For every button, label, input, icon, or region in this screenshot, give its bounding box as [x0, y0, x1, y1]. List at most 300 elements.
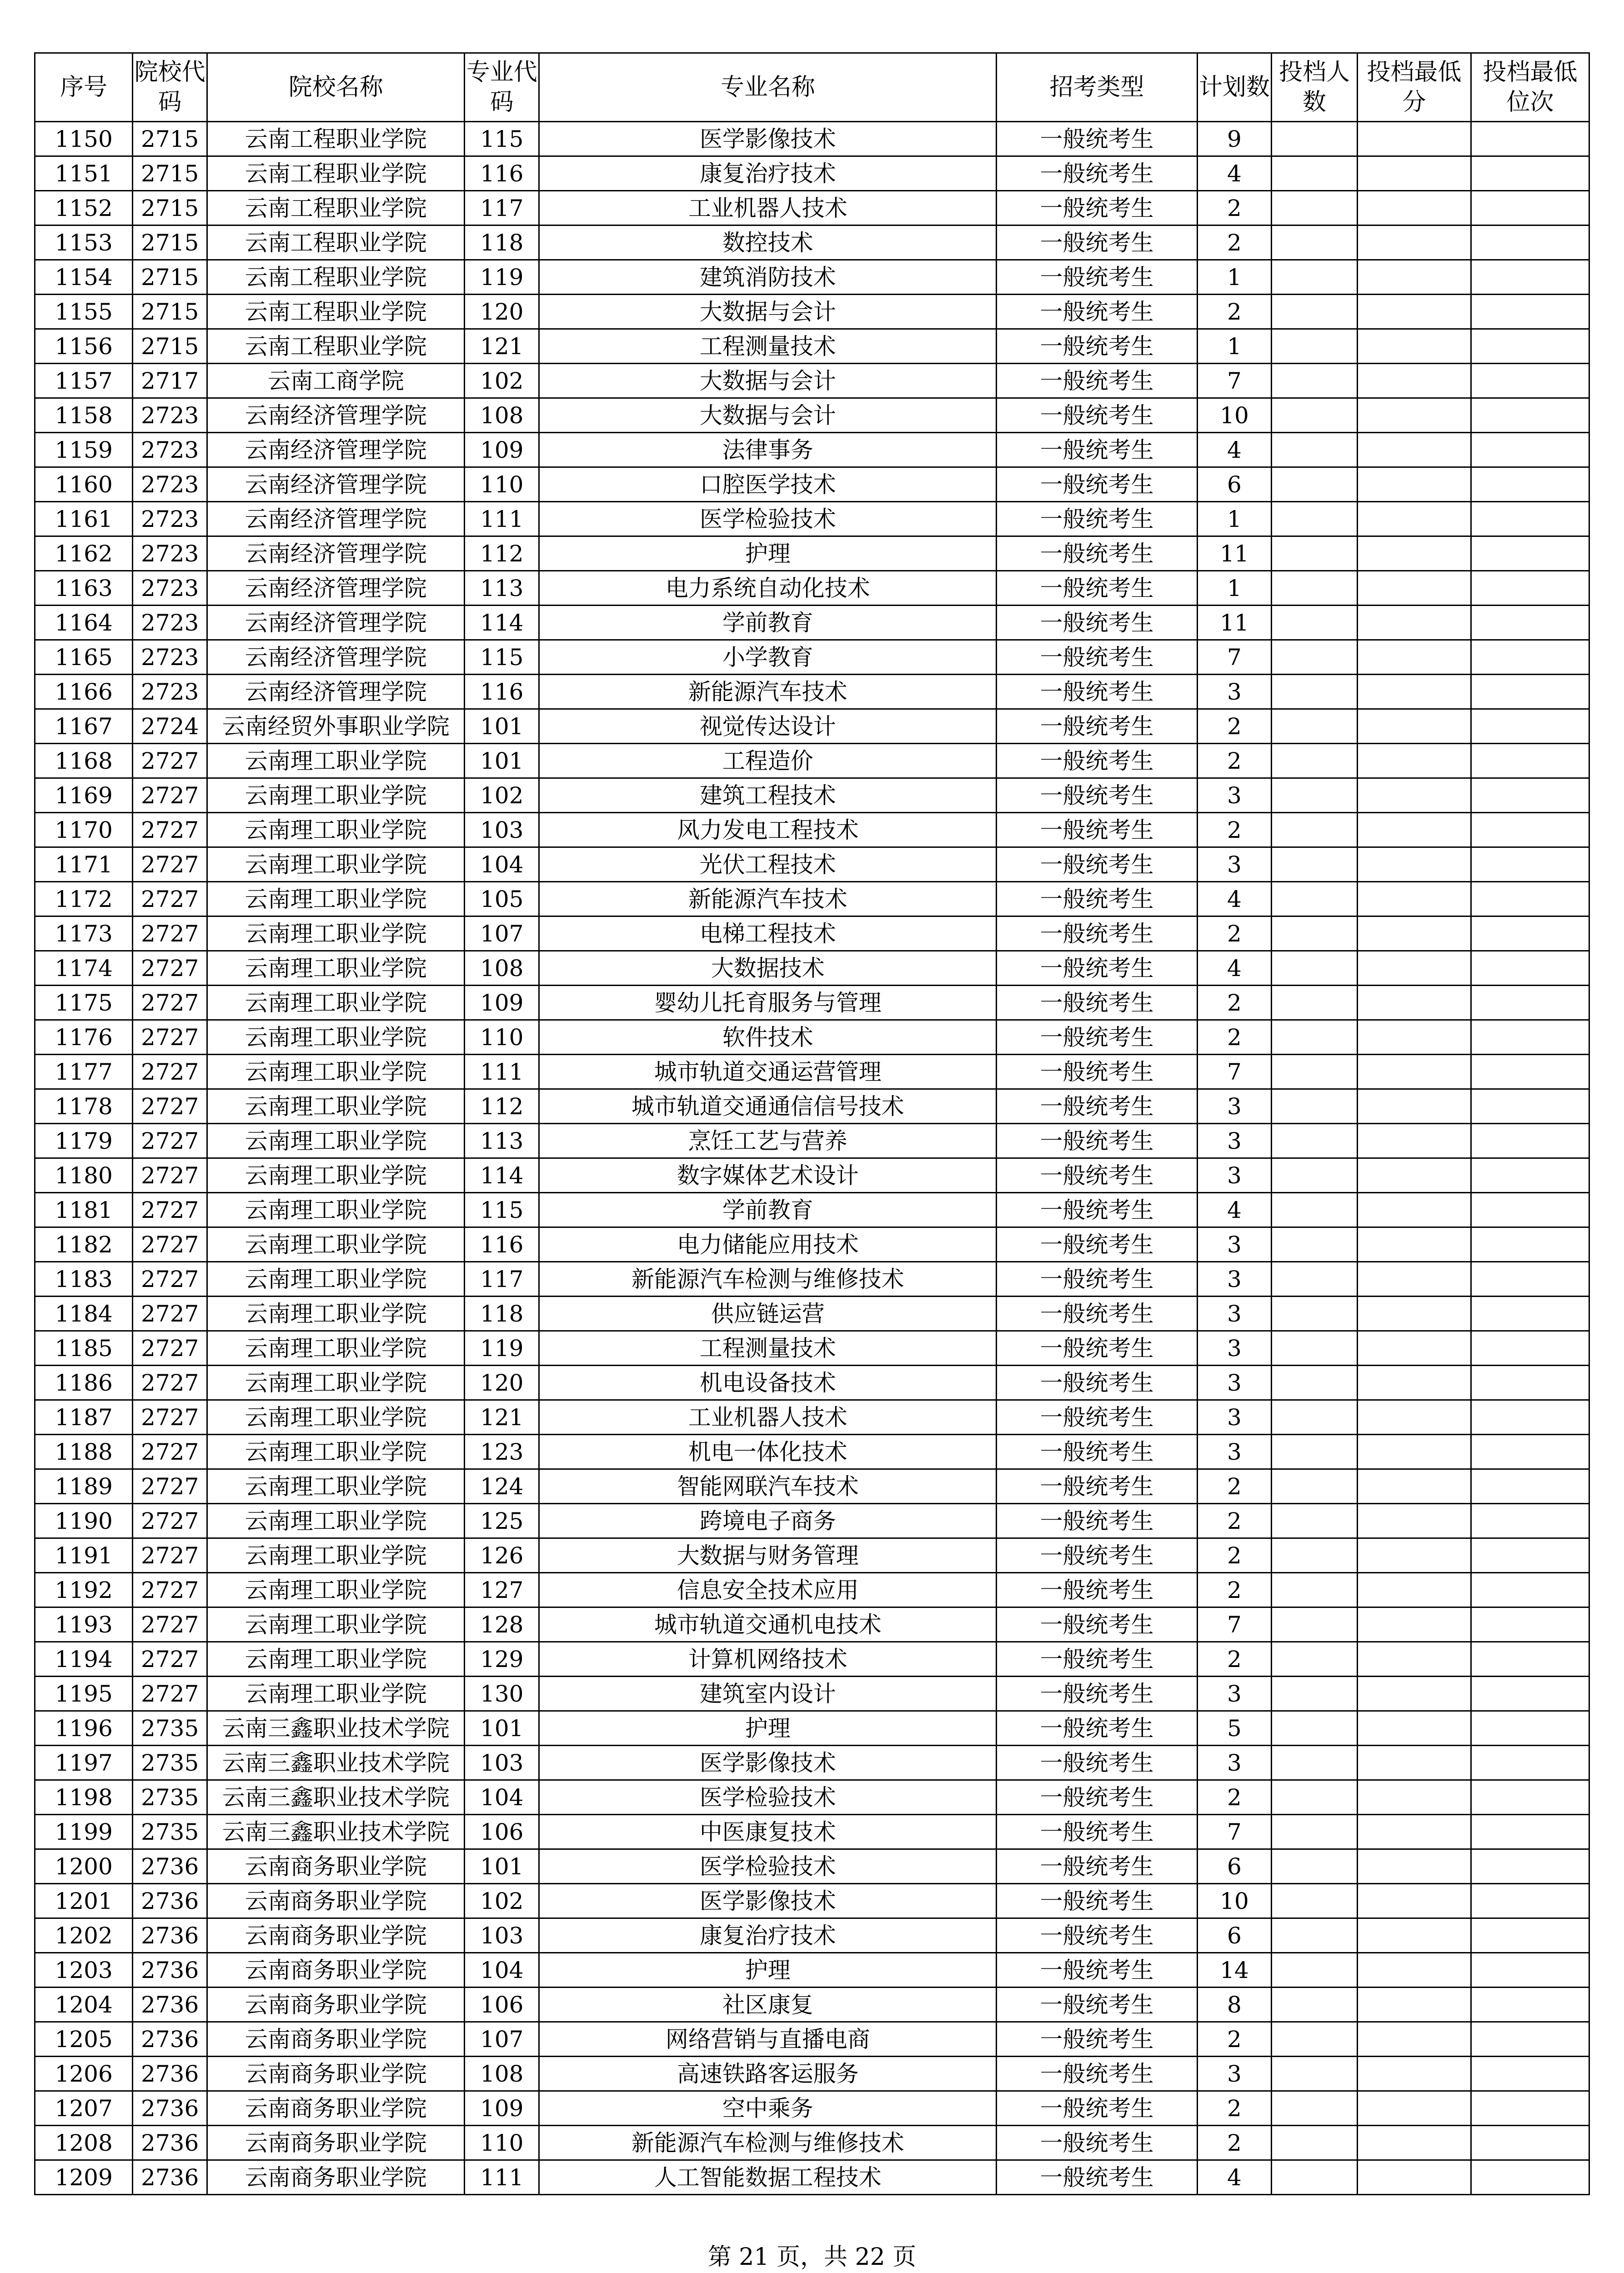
cell-min-score — [1357, 882, 1471, 916]
cell-major-code: 113 — [465, 1124, 539, 1158]
cell-major-code: 124 — [465, 1469, 539, 1504]
cell-school-name: 云南商务职业学院 — [207, 1918, 465, 1953]
cell-major-code: 103 — [465, 1746, 539, 1780]
cell-min-rank — [1471, 1780, 1589, 1815]
cell-major-name: 机电一体化技术 — [539, 1435, 997, 1469]
cell-exam-type: 一般统考生 — [997, 640, 1197, 675]
cell-school-code: 2735 — [133, 1711, 207, 1746]
cell-school-code: 2736 — [133, 1953, 207, 1988]
cell-exam-type: 一般统考生 — [997, 1089, 1197, 1124]
cell-min-score — [1357, 2091, 1471, 2126]
cell-min-score — [1357, 571, 1471, 606]
cell-school-name: 云南理工职业学院 — [207, 744, 465, 778]
table-row — [35, 1262, 1589, 1297]
cell-plan-count: 5 — [1197, 1711, 1272, 1746]
cell-school-code: 2727 — [133, 744, 207, 778]
cell-school-name: 云南理工职业学院 — [207, 813, 465, 847]
cell-exam-type: 一般统考生 — [997, 1366, 1197, 1400]
cell-plan-count: 11 — [1197, 606, 1272, 640]
cell-major-name: 护理 — [539, 1953, 997, 1988]
cell-major-code: 108 — [465, 398, 539, 433]
cell-min-rank — [1471, 1538, 1589, 1573]
cell-major-code: 120 — [465, 1366, 539, 1400]
cell-min-rank — [1471, 1055, 1589, 1089]
cell-plan-count: 10 — [1197, 398, 1272, 433]
cell-plan-count: 6 — [1197, 1849, 1272, 1884]
cell-school-code: 2736 — [133, 1988, 207, 2022]
cell-exam-type: 一般统考生 — [997, 1262, 1197, 1297]
cell-min-rank — [1471, 675, 1589, 709]
cell-plan-count: 2 — [1197, 1538, 1272, 1573]
cell-exam-type: 一般统考生 — [997, 398, 1197, 433]
cell-exam-type: 一般统考生 — [997, 986, 1197, 1020]
cell-major-name: 电力储能应用技术 — [539, 1227, 997, 1262]
cell-major-name: 计算机网络技术 — [539, 1642, 997, 1677]
cell-major-name: 城市轨道交通机电技术 — [539, 1607, 997, 1642]
cell-filed-count — [1272, 1677, 1357, 1711]
cell-school-code: 2727 — [133, 1227, 207, 1262]
cell-min-score — [1357, 1573, 1471, 1607]
cell-filed-count — [1272, 916, 1357, 951]
cell-school-code: 2715 — [133, 329, 207, 364]
cell-major-code: 119 — [465, 260, 539, 295]
cell-major-code: 118 — [465, 1297, 539, 1331]
cell-school-name: 云南三鑫职业技术学院 — [207, 1711, 465, 1746]
cell-school-code: 2735 — [133, 1746, 207, 1780]
cell-major-code: 115 — [465, 1193, 539, 1227]
cell-seq: 1191 — [35, 1538, 133, 1573]
cell-min-score — [1357, 502, 1471, 536]
cell-min-score — [1357, 778, 1471, 813]
cell-seq: 1196 — [35, 1711, 133, 1746]
cell-min-score — [1357, 1089, 1471, 1124]
cell-exam-type: 一般统考生 — [997, 1435, 1197, 1469]
cell-seq: 1179 — [35, 1124, 133, 1158]
cell-school-name: 云南经济管理学院 — [207, 536, 465, 571]
cell-school-name: 云南经济管理学院 — [207, 467, 465, 502]
cell-min-rank — [1471, 778, 1589, 813]
cell-plan-count: 3 — [1197, 1227, 1272, 1262]
cell-school-name: 云南理工职业学院 — [207, 778, 465, 813]
cell-min-rank — [1471, 744, 1589, 778]
cell-major-code: 117 — [465, 191, 539, 225]
cell-filed-count — [1272, 1020, 1357, 1055]
cell-seq: 1166 — [35, 675, 133, 709]
cell-school-name: 云南工程职业学院 — [207, 122, 465, 156]
cell-seq: 1205 — [35, 2022, 133, 2057]
cell-seq: 1163 — [35, 571, 133, 606]
cell-major-name: 学前教育 — [539, 1193, 997, 1227]
cell-exam-type: 一般统考生 — [997, 295, 1197, 329]
cell-min-rank — [1471, 2022, 1589, 2057]
cell-plan-count: 9 — [1197, 122, 1272, 156]
cell-min-score — [1357, 536, 1471, 571]
cell-filed-count — [1272, 1469, 1357, 1504]
cell-school-code: 2723 — [133, 398, 207, 433]
cell-filed-count — [1272, 122, 1357, 156]
cell-seq: 1177 — [35, 1055, 133, 1089]
cell-school-code: 2727 — [133, 1677, 207, 1711]
cell-plan-count: 7 — [1197, 364, 1272, 398]
cell-major-name: 光伏工程技术 — [539, 847, 997, 882]
cell-plan-count: 2 — [1197, 1020, 1272, 1055]
cell-seq: 1193 — [35, 1607, 133, 1642]
cell-min-score — [1357, 986, 1471, 1020]
cell-major-name: 工程造价 — [539, 744, 997, 778]
cell-major-name: 康复治疗技术 — [539, 1918, 997, 1953]
cell-school-code: 2715 — [133, 260, 207, 295]
cell-plan-count: 3 — [1197, 1262, 1272, 1297]
cell-plan-count: 2 — [1197, 1469, 1272, 1504]
cell-major-name: 风力发电工程技术 — [539, 813, 997, 847]
cell-major-name: 视觉传达设计 — [539, 709, 997, 744]
table-row — [35, 2126, 1589, 2160]
cell-school-name: 云南三鑫职业技术学院 — [207, 1815, 465, 1849]
cell-min-score — [1357, 1677, 1471, 1711]
cell-major-code: 109 — [465, 2091, 539, 2126]
cell-seq: 1194 — [35, 1642, 133, 1677]
cell-min-score — [1357, 916, 1471, 951]
cell-major-name: 小学教育 — [539, 640, 997, 675]
cell-major-name: 社区康复 — [539, 1988, 997, 2022]
cell-exam-type: 一般统考生 — [997, 951, 1197, 986]
cell-major-code: 106 — [465, 1815, 539, 1849]
cell-major-name: 学前教育 — [539, 606, 997, 640]
cell-seq: 1174 — [35, 951, 133, 986]
cell-seq: 1154 — [35, 260, 133, 295]
cell-min-score — [1357, 1607, 1471, 1642]
cell-min-score — [1357, 640, 1471, 675]
cell-school-name: 云南经济管理学院 — [207, 502, 465, 536]
cell-min-score — [1357, 1055, 1471, 1089]
cell-school-name: 云南理工职业学院 — [207, 1538, 465, 1573]
cell-major-name: 婴幼儿托育服务与管理 — [539, 986, 997, 1020]
cell-exam-type: 一般统考生 — [997, 467, 1197, 502]
cell-filed-count — [1272, 882, 1357, 916]
cell-school-code: 2715 — [133, 156, 207, 191]
cell-major-code: 111 — [465, 2160, 539, 2195]
cell-seq: 1182 — [35, 1227, 133, 1262]
cell-min-rank — [1471, 2160, 1589, 2195]
cell-filed-count — [1272, 2160, 1357, 2195]
cell-min-rank — [1471, 847, 1589, 882]
cell-plan-count: 2 — [1197, 2091, 1272, 2126]
cell-filed-count — [1272, 1711, 1357, 1746]
cell-exam-type: 一般统考生 — [997, 1297, 1197, 1331]
cell-school-name: 云南经济管理学院 — [207, 640, 465, 675]
cell-plan-count: 3 — [1197, 1331, 1272, 1366]
cell-school-code: 2736 — [133, 2126, 207, 2160]
cell-major-name: 跨境电子商务 — [539, 1504, 997, 1538]
cell-filed-count — [1272, 1538, 1357, 1573]
cell-min-rank — [1471, 502, 1589, 536]
cell-exam-type: 一般统考生 — [997, 2160, 1197, 2195]
cell-major-name: 空中乘务 — [539, 2091, 997, 2126]
cell-school-code: 2723 — [133, 606, 207, 640]
column-header-exam-type: 招考类型 — [997, 53, 1197, 122]
cell-seq: 1155 — [35, 295, 133, 329]
cell-plan-count: 7 — [1197, 1815, 1272, 1849]
table-row — [35, 1297, 1589, 1331]
cell-school-code: 2727 — [133, 1331, 207, 1366]
cell-plan-count: 2 — [1197, 295, 1272, 329]
table-row — [35, 1158, 1589, 1193]
cell-seq: 1201 — [35, 1884, 133, 1918]
cell-filed-count — [1272, 536, 1357, 571]
table-row — [35, 2160, 1589, 2195]
cell-filed-count — [1272, 675, 1357, 709]
cell-major-code: 102 — [465, 778, 539, 813]
cell-major-code: 105 — [465, 882, 539, 916]
cell-min-rank — [1471, 1400, 1589, 1435]
cell-major-name: 工程测量技术 — [539, 1331, 997, 1366]
cell-exam-type: 一般统考生 — [997, 1331, 1197, 1366]
cell-school-code: 2727 — [133, 1262, 207, 1297]
cell-min-rank — [1471, 260, 1589, 295]
cell-exam-type: 一般统考生 — [997, 1227, 1197, 1262]
cell-major-code: 109 — [465, 986, 539, 1020]
cell-exam-type: 一般统考生 — [997, 1538, 1197, 1573]
table-row — [35, 1538, 1589, 1573]
cell-min-rank — [1471, 813, 1589, 847]
cell-school-code: 2727 — [133, 1366, 207, 1400]
cell-school-name: 云南理工职业学院 — [207, 1297, 465, 1331]
cell-min-rank — [1471, 640, 1589, 675]
cell-seq: 1180 — [35, 1158, 133, 1193]
cell-min-rank — [1471, 1297, 1589, 1331]
cell-major-code: 112 — [465, 536, 539, 571]
cell-plan-count: 4 — [1197, 1193, 1272, 1227]
table-row — [35, 951, 1589, 986]
cell-min-score — [1357, 1297, 1471, 1331]
cell-seq: 1202 — [35, 1918, 133, 1953]
cell-major-name: 医学影像技术 — [539, 1746, 997, 1780]
table-row — [35, 1573, 1589, 1607]
table-row — [35, 1953, 1589, 1988]
cell-seq: 1187 — [35, 1400, 133, 1435]
cell-major-code: 103 — [465, 1918, 539, 1953]
cell-school-name: 云南经济管理学院 — [207, 398, 465, 433]
cell-exam-type: 一般统考生 — [997, 1642, 1197, 1677]
cell-major-name: 电力系统自动化技术 — [539, 571, 997, 606]
cell-school-name: 云南工程职业学院 — [207, 260, 465, 295]
cell-major-code: 104 — [465, 847, 539, 882]
cell-major-name: 大数据与财务管理 — [539, 1538, 997, 1573]
cell-school-name: 云南理工职业学院 — [207, 1193, 465, 1227]
cell-major-name: 新能源汽车检测与维修技术 — [539, 2126, 997, 2160]
cell-plan-count: 4 — [1197, 951, 1272, 986]
cell-min-score — [1357, 1988, 1471, 2022]
cell-exam-type: 一般统考生 — [997, 1469, 1197, 1504]
cell-filed-count — [1272, 1124, 1357, 1158]
cell-min-score — [1357, 225, 1471, 260]
cell-school-name: 云南三鑫职业技术学院 — [207, 1780, 465, 1815]
cell-seq: 1153 — [35, 225, 133, 260]
cell-plan-count: 3 — [1197, 1089, 1272, 1124]
table-row — [35, 1918, 1589, 1953]
cell-exam-type: 一般统考生 — [997, 2057, 1197, 2091]
cell-plan-count: 2 — [1197, 2126, 1272, 2160]
cell-school-code: 2727 — [133, 882, 207, 916]
cell-school-name: 云南理工职业学院 — [207, 1366, 465, 1400]
cell-plan-count: 3 — [1197, 1124, 1272, 1158]
cell-school-name: 云南商务职业学院 — [207, 1884, 465, 1918]
table-row — [35, 295, 1589, 329]
cell-seq: 1178 — [35, 1089, 133, 1124]
cell-filed-count — [1272, 1227, 1357, 1262]
table-row — [35, 744, 1589, 778]
cell-min-rank — [1471, 191, 1589, 225]
cell-seq: 1151 — [35, 156, 133, 191]
cell-school-code: 2727 — [133, 1573, 207, 1607]
cell-filed-count — [1272, 1780, 1357, 1815]
cell-school-code: 2727 — [133, 1020, 207, 1055]
cell-min-score — [1357, 709, 1471, 744]
cell-filed-count — [1272, 847, 1357, 882]
cell-major-code: 110 — [465, 467, 539, 502]
cell-min-score — [1357, 191, 1471, 225]
cell-plan-count: 8 — [1197, 1988, 1272, 2022]
cell-filed-count — [1272, 640, 1357, 675]
cell-plan-count: 3 — [1197, 1297, 1272, 1331]
table-row — [35, 1055, 1589, 1089]
cell-school-name: 云南经贸外事职业学院 — [207, 709, 465, 744]
cell-min-rank — [1471, 951, 1589, 986]
cell-major-name: 医学检验技术 — [539, 1849, 997, 1884]
cell-school-code: 2727 — [133, 1124, 207, 1158]
cell-school-name: 云南理工职业学院 — [207, 1158, 465, 1193]
cell-min-score — [1357, 606, 1471, 640]
cell-major-code: 101 — [465, 744, 539, 778]
cell-seq: 1159 — [35, 433, 133, 467]
cell-seq: 1164 — [35, 606, 133, 640]
cell-major-code: 104 — [465, 1780, 539, 1815]
column-header-school-name: 院校名称 — [207, 53, 465, 122]
cell-min-score — [1357, 1953, 1471, 1988]
column-header-min-rank: 投档最低位次 — [1471, 53, 1589, 122]
table-row — [35, 433, 1589, 467]
cell-major-code: 101 — [465, 709, 539, 744]
cell-filed-count — [1272, 1400, 1357, 1435]
cell-exam-type: 一般统考生 — [997, 1918, 1197, 1953]
column-header-school-code: 院校代码 — [133, 53, 207, 122]
cell-min-rank — [1471, 1815, 1589, 1849]
cell-plan-count: 4 — [1197, 156, 1272, 191]
cell-school-name: 云南理工职业学院 — [207, 1504, 465, 1538]
cell-school-code: 2735 — [133, 1780, 207, 1815]
cell-seq: 1176 — [35, 1020, 133, 1055]
cell-school-name: 云南经济管理学院 — [207, 675, 465, 709]
cell-school-code: 2724 — [133, 709, 207, 744]
cell-min-score — [1357, 364, 1471, 398]
cell-min-rank — [1471, 1089, 1589, 1124]
cell-school-name: 云南理工职业学院 — [207, 1469, 465, 1504]
cell-major-code: 117 — [465, 1262, 539, 1297]
cell-filed-count — [1272, 295, 1357, 329]
cell-major-code: 115 — [465, 640, 539, 675]
cell-major-code: 129 — [465, 1642, 539, 1677]
cell-school-code: 2727 — [133, 986, 207, 1020]
cell-filed-count — [1272, 260, 1357, 295]
cell-exam-type: 一般统考生 — [997, 364, 1197, 398]
cell-major-code: 111 — [465, 502, 539, 536]
cell-plan-count: 2 — [1197, 813, 1272, 847]
table-row — [35, 2057, 1589, 2091]
cell-school-code: 2727 — [133, 1089, 207, 1124]
column-header-major-name: 专业名称 — [539, 53, 997, 122]
cell-school-code: 2735 — [133, 1815, 207, 1849]
cell-min-score — [1357, 1504, 1471, 1538]
table-header — [35, 53, 1589, 122]
cell-filed-count — [1272, 156, 1357, 191]
cell-plan-count: 11 — [1197, 536, 1272, 571]
cell-plan-count: 1 — [1197, 329, 1272, 364]
cell-exam-type: 一般统考生 — [997, 191, 1197, 225]
cell-seq: 1192 — [35, 1573, 133, 1607]
table-row — [35, 1020, 1589, 1055]
cell-major-name: 新能源汽车技术 — [539, 882, 997, 916]
cell-school-code: 2723 — [133, 675, 207, 709]
cell-min-rank — [1471, 709, 1589, 744]
cell-school-name: 云南理工职业学院 — [207, 1607, 465, 1642]
cell-exam-type: 一般统考生 — [997, 1711, 1197, 1746]
table-row — [35, 329, 1589, 364]
table-row — [35, 640, 1589, 675]
cell-exam-type: 一般统考生 — [997, 571, 1197, 606]
cell-major-name: 大数据与会计 — [539, 364, 997, 398]
cell-school-name: 云南工程职业学院 — [207, 191, 465, 225]
cell-major-code: 120 — [465, 295, 539, 329]
cell-filed-count — [1272, 1918, 1357, 1953]
table-row — [35, 675, 1589, 709]
cell-major-name: 智能网联汽车技术 — [539, 1469, 997, 1504]
cell-filed-count — [1272, 329, 1357, 364]
cell-major-name: 电梯工程技术 — [539, 916, 997, 951]
table-row — [35, 1366, 1589, 1400]
cell-major-code: 116 — [465, 156, 539, 191]
table-row — [35, 2091, 1589, 2126]
cell-school-name: 云南理工职业学院 — [207, 1227, 465, 1262]
cell-school-code: 2727 — [133, 1504, 207, 1538]
cell-filed-count — [1272, 709, 1357, 744]
cell-min-rank — [1471, 2126, 1589, 2160]
cell-school-name: 云南商务职业学院 — [207, 2126, 465, 2160]
cell-school-code: 2727 — [133, 1642, 207, 1677]
cell-min-score — [1357, 675, 1471, 709]
cell-filed-count — [1272, 1089, 1357, 1124]
cell-plan-count: 3 — [1197, 675, 1272, 709]
cell-filed-count — [1272, 1884, 1357, 1918]
cell-filed-count — [1272, 1815, 1357, 1849]
cell-school-code: 2723 — [133, 536, 207, 571]
cell-exam-type: 一般统考生 — [997, 813, 1197, 847]
column-header-min-score: 投档最低分 — [1357, 53, 1471, 122]
cell-major-code: 102 — [465, 364, 539, 398]
cell-plan-count: 4 — [1197, 433, 1272, 467]
cell-school-code: 2717 — [133, 364, 207, 398]
cell-major-name: 工业机器人技术 — [539, 191, 997, 225]
cell-plan-count: 3 — [1197, 2057, 1272, 2091]
table-row — [35, 398, 1589, 433]
cell-major-code: 118 — [465, 225, 539, 260]
cell-major-code: 126 — [465, 1538, 539, 1573]
cell-min-score — [1357, 2057, 1471, 2091]
cell-exam-type: 一般统考生 — [997, 536, 1197, 571]
cell-filed-count — [1272, 1504, 1357, 1538]
cell-plan-count: 7 — [1197, 1607, 1272, 1642]
cell-exam-type: 一般统考生 — [997, 1020, 1197, 1055]
cell-filed-count — [1272, 1849, 1357, 1884]
